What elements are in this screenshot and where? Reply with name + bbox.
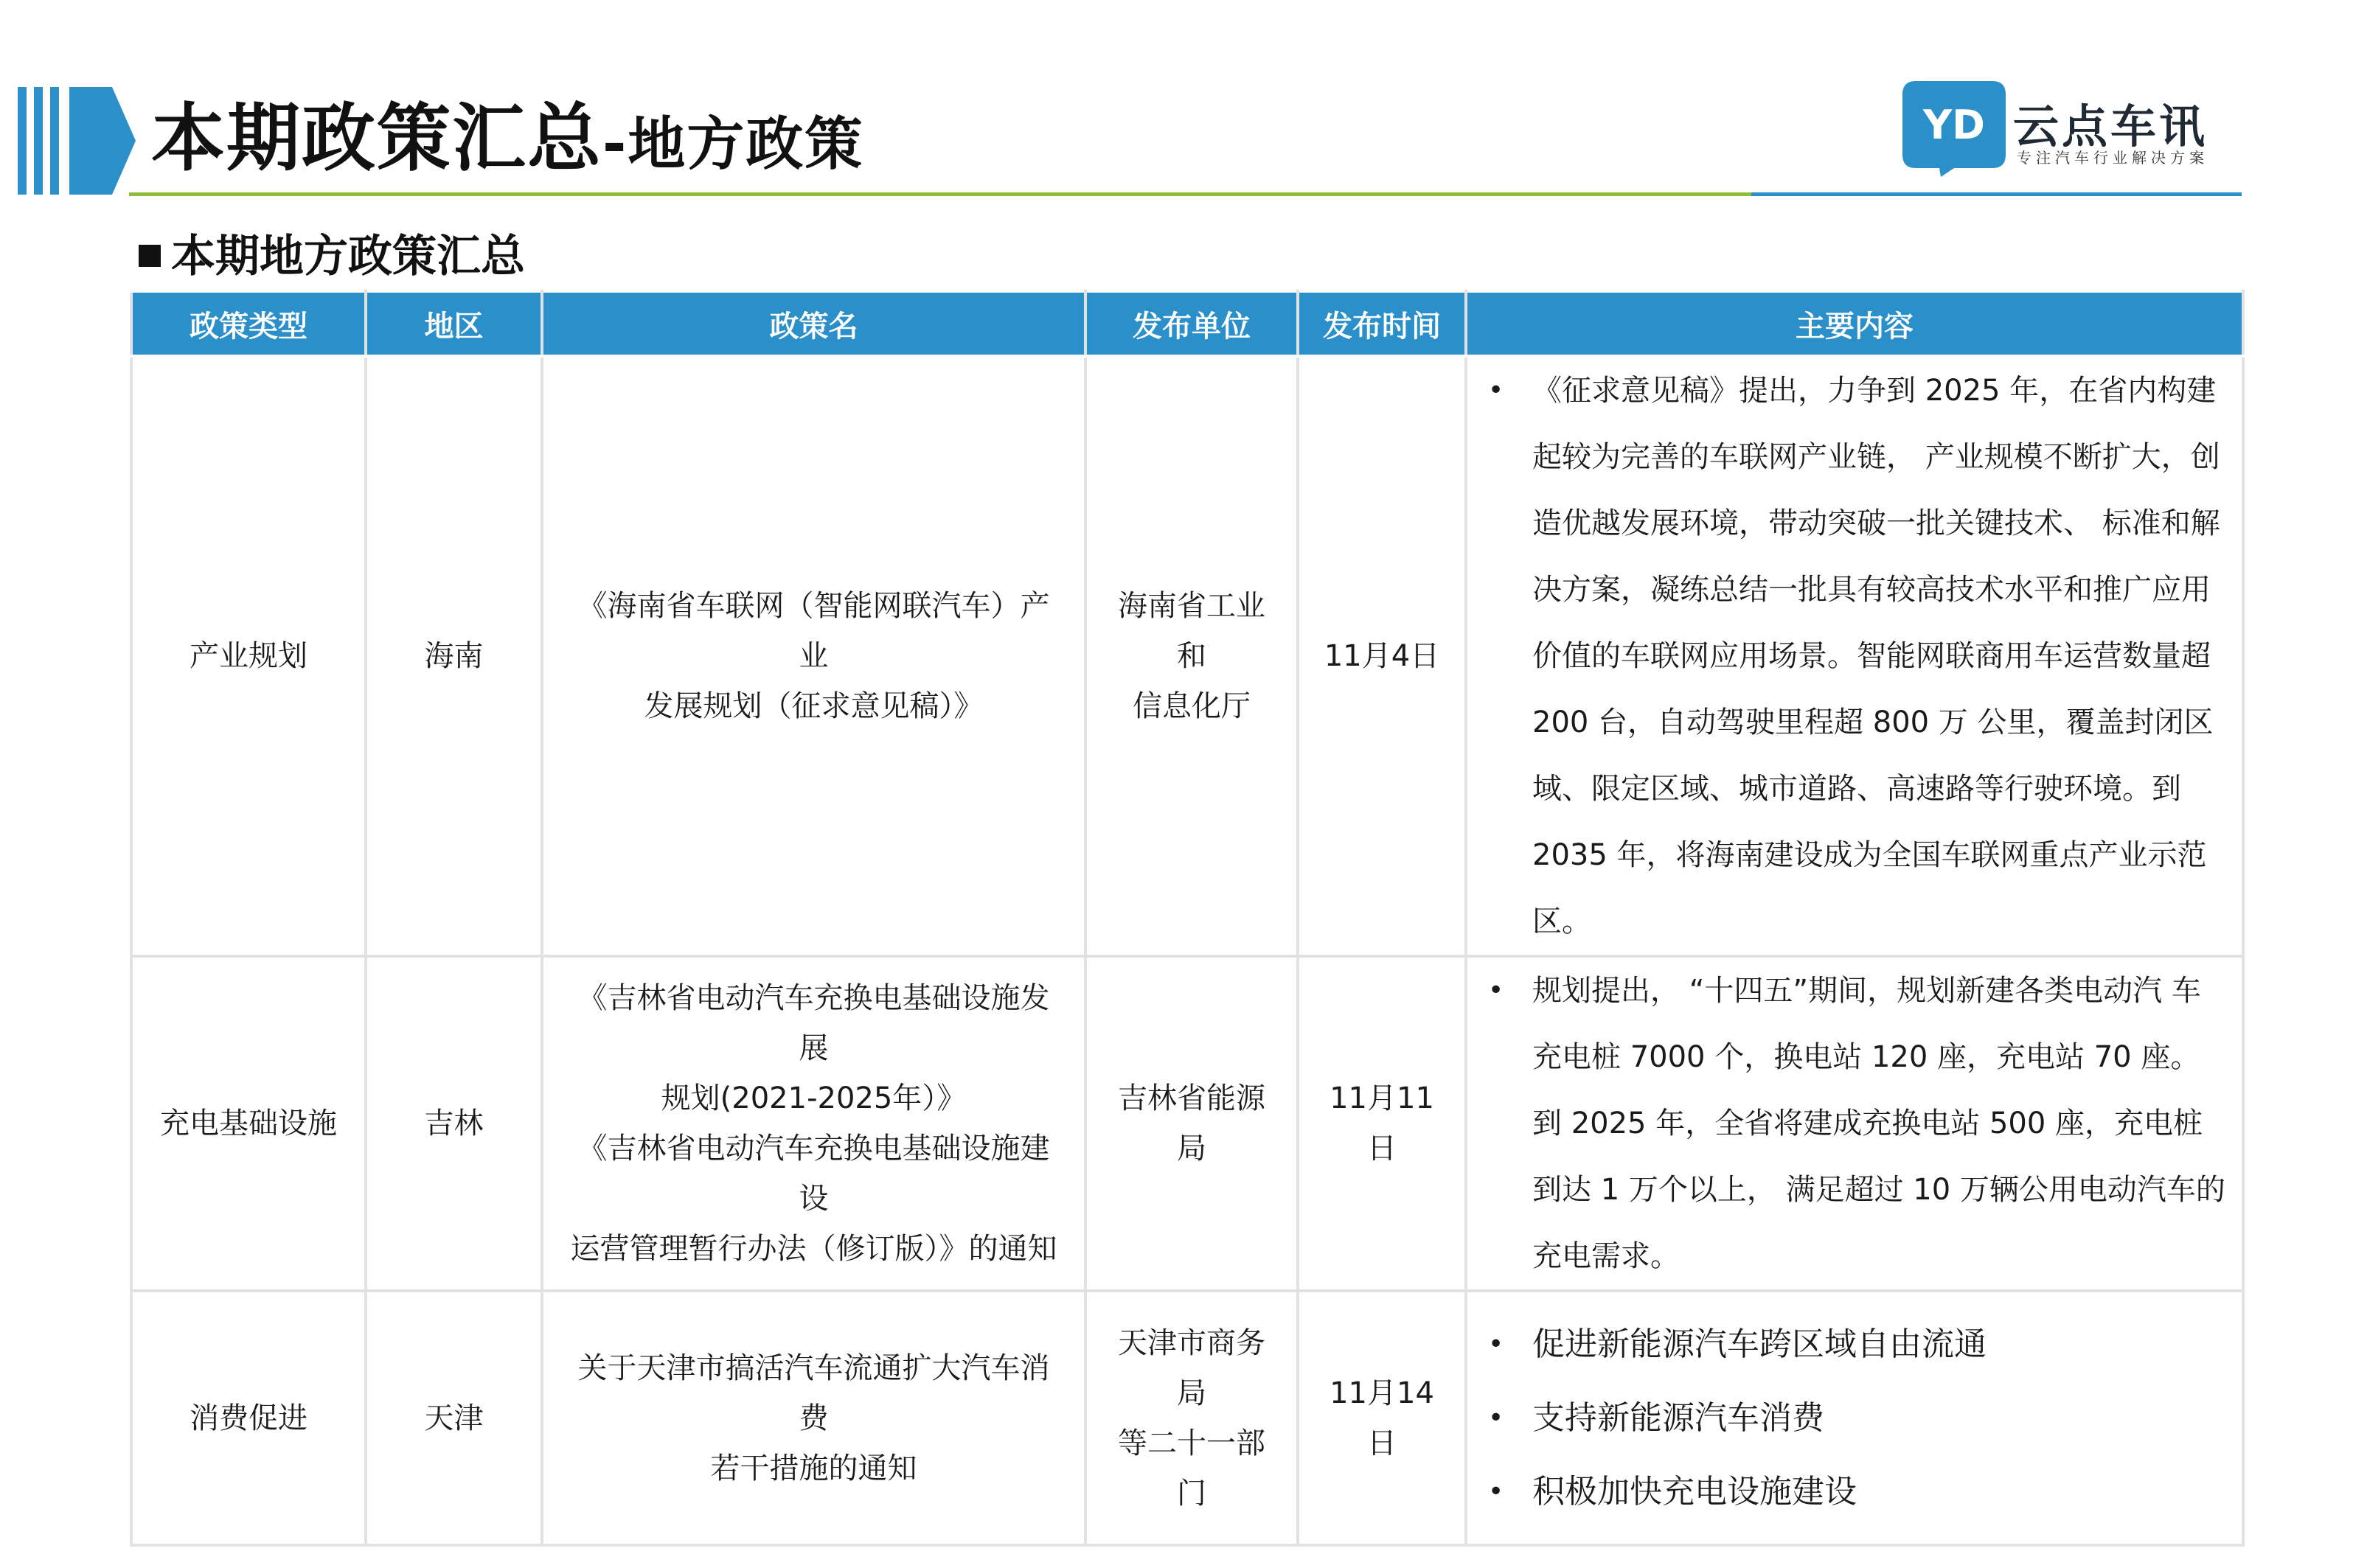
issuer-line: 海南省工业和 (1118, 589, 1265, 673)
table-row (131, 356, 2243, 956)
section-heading (139, 221, 525, 285)
cell-region: 吉林 (366, 956, 542, 1291)
cell-policy (542, 356, 1085, 956)
cell-content (1466, 956, 2243, 1291)
brand-logo (1902, 81, 2242, 177)
logo-slogan: 专注汽车行业解决方案 (2017, 149, 2208, 167)
content-bullet: • 促进新能源汽车跨区域自由流通 (1488, 1308, 2228, 1381)
cell-policy (542, 1291, 1085, 1545)
logo-name: 云点车讯 (2013, 100, 2208, 153)
square-bullet-icon (139, 245, 161, 267)
cell-policy (542, 956, 1085, 1291)
column-header-type: 政策类型 (131, 291, 366, 356)
section-heading-text: 本期地方政策汇总 (171, 231, 525, 282)
policy-line: 发展规划（征求意见稿）》 (644, 689, 984, 723)
title-divider (129, 192, 1751, 196)
logo-mark-icon (1902, 81, 2006, 177)
policy-line: 《吉林省电动汽车充换电基础设施建设 (577, 1132, 1050, 1216)
page-title-main: 本期政策汇总 (151, 95, 602, 181)
cell-content (1466, 1291, 2243, 1545)
page-title (151, 94, 863, 183)
cell-issuer (1085, 956, 1298, 1291)
content-bullet: • 规划提出， “十四五”期间，规划新建各类电动汽 车充电桩 7000 个，换电站 120 座，充电站 70 座。到 2025 年，全省将建成充换电站 500 座，充电桩到达 1 万个以上， 满足超过 10 万辆公用电动汽车的充电需求。 (1488, 958, 2228, 1289)
policy-line: 若干措施的通知 (710, 1451, 917, 1485)
cell-issuer (1085, 356, 1298, 956)
policy-line: 《吉林省电动汽车充换电基础设施发展 (577, 981, 1050, 1065)
column-header-issuer: 发布单位 (1085, 291, 1298, 356)
cell-type: 消费促进 (131, 1291, 366, 1545)
cell-region: 天津 (366, 1291, 542, 1545)
content-bullet: • 积极加快充电设施建设 (1488, 1455, 2228, 1529)
column-header-policy: 政策名 (542, 291, 1085, 356)
policy-line: 关于天津市搞活汽车流通扩大汽车消费 (577, 1351, 1050, 1435)
policy-line: 规划(2021-2025年）》 (661, 1081, 967, 1115)
table-row (131, 1291, 2243, 1545)
cell-type: 充电基础设施 (131, 956, 366, 1291)
issuer-line: 吉林省能源局 (1118, 1081, 1265, 1165)
issuer-line: 天津市商务局 (1118, 1325, 1265, 1410)
policy-line: 《海南省车联网（智能网联汽车）产业 (577, 589, 1050, 673)
cell-region: 海南 (366, 356, 542, 956)
title-divider-accent (1751, 192, 2242, 196)
policy-line: 运营管理暂行办法（修订版）》的通知 (570, 1232, 1057, 1266)
cell-content (1466, 356, 2243, 956)
cell-date: 11月4日 (1298, 356, 1466, 956)
page-title-sub: -地方政策 (602, 111, 864, 178)
content-bullet: • 支持新能源汽车消费 (1488, 1381, 2228, 1455)
column-header-region: 地区 (366, 291, 542, 356)
table-row (131, 956, 2243, 1291)
content-bullet: • 《征求意见稿》提出，力争到 2025 年，在省内构建起较为完善的车联网产业链， 产业规模不断扩大，创造优越发展环境，带动突破一批关键技术、 标准和解决方案，凝练总结一批具有较高技术水平和推广应用价值的车联网应用场景。智能网联商用车运营数量超 200 台，自动驾驶里程超 800 万 公里，覆盖封闭区域、限定区域、城市道路、高速路等行驶环境。到 2035 年，将海南建设成为全国车联网重点产业示范区。 (1488, 358, 2228, 955)
policy-table (130, 290, 2245, 1547)
cell-type: 产业规划 (131, 356, 366, 956)
cell-date: 11月14日 (1298, 1291, 1466, 1545)
issuer-line: 等二十一部门 (1118, 1426, 1265, 1510)
issuer-line: 信息化厅 (1133, 689, 1251, 723)
table-header-row (131, 291, 2243, 356)
logo-mark-text: YD (1923, 102, 1985, 148)
cell-issuer (1085, 1291, 1298, 1545)
header-decoration (18, 87, 136, 195)
cell-date: 11月11日 (1298, 956, 1466, 1291)
column-header-date: 发布时间 (1298, 291, 1466, 356)
column-header-content: 主要内容 (1466, 291, 2243, 356)
